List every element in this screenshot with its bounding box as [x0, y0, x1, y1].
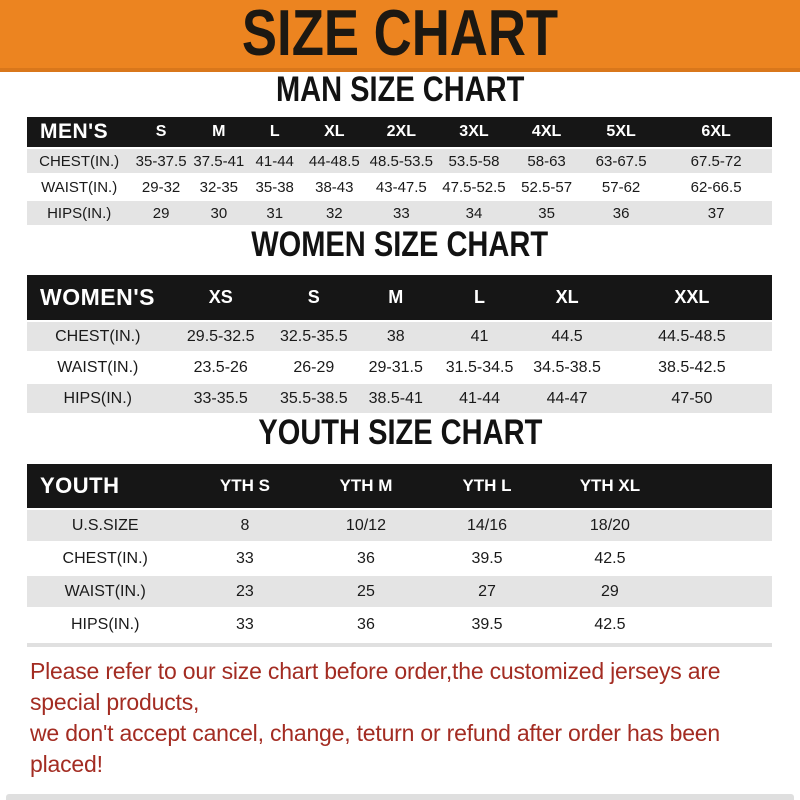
size-table	[27, 115, 772, 227]
refund-policy-line-1: Please refer to our size chart before order,the customized jerseys are special products,	[30, 658, 721, 715]
size-column-header: 5XL	[582, 117, 660, 147]
size-value-cell: 62-66.5	[690, 178, 742, 196]
size-value-cell: 34	[465, 204, 483, 222]
size-value-cell: 10/12	[345, 516, 386, 534]
measure-row-label: HIPS(IN.)	[63, 389, 132, 407]
size-value-cell: 67.5-72	[690, 152, 742, 170]
women-section-heading: WOMEN SIZE CHART	[251, 223, 549, 264]
size-value-cell: 35	[538, 204, 555, 222]
size-column-header: S	[273, 275, 355, 320]
size-column-header: L	[437, 275, 523, 320]
measure-row-label: HIPS(IN.)	[70, 615, 140, 633]
size-value-cell: 47-50	[671, 389, 713, 407]
size-value-cell: 36	[357, 615, 375, 633]
size-table	[27, 462, 772, 642]
measure-row-label: WAIST(IN.)	[57, 358, 139, 376]
table-corner-label: MEN'S	[27, 117, 131, 147]
banner-title: SIZE CHART	[241, 0, 559, 70]
size-value-cell: 35-37.5	[135, 152, 187, 170]
size-column-header: YTH XL	[548, 464, 671, 508]
size-column-header: YTH S	[183, 464, 306, 508]
man-size-section	[0, 68, 800, 227]
size-value-cell: 63-67.5	[595, 152, 647, 170]
size-value-cell: 18/20	[589, 516, 630, 534]
size-value-cell: 25	[357, 582, 375, 600]
women-size-table-container	[27, 273, 772, 415]
youth-table-bottom-strip	[27, 643, 772, 647]
size-value-cell: 36	[357, 549, 375, 567]
size-header-row	[27, 464, 772, 508]
table-corner-label: WOMEN'S	[27, 275, 169, 320]
size-value-cell: 32	[325, 204, 343, 222]
size-value-cell: 48.5-53.5	[369, 152, 434, 170]
size-value-cell: 39.5	[471, 549, 503, 567]
men-size-table-container	[27, 115, 772, 227]
size-value-cell: 27	[478, 582, 496, 600]
size-value-cell: 42.5	[594, 615, 626, 633]
size-value-cell: 32-35	[199, 178, 239, 196]
size-column-header: XL	[303, 117, 366, 147]
size-value-cell: 33	[236, 615, 254, 633]
size-value-cell: 39.5	[471, 615, 503, 633]
header-spacer-cell	[671, 464, 772, 508]
size-value-cell: 33	[392, 204, 410, 222]
size-value-cell: 29-32	[141, 178, 181, 196]
bottom-edge-strip	[6, 794, 794, 800]
size-value-cell: 33-35.5	[193, 389, 248, 407]
table-row	[27, 175, 772, 199]
table-row	[27, 510, 772, 541]
size-value-cell: 44.5-48.5	[658, 327, 726, 345]
size-column-header: YTH M	[306, 464, 425, 508]
table-row	[27, 322, 772, 351]
size-value-cell: 44.5	[551, 327, 583, 345]
row-spacer-cell	[671, 609, 772, 640]
size-column-header: XXL	[612, 275, 772, 320]
size-column-header: M	[191, 117, 247, 147]
table-row	[27, 201, 772, 225]
size-value-cell: 29.5-32.5	[186, 327, 255, 345]
size-column-header: 4XL	[511, 117, 582, 147]
size-column-header: S	[131, 117, 191, 147]
size-value-cell: 38-43	[315, 178, 354, 196]
size-column-header: L	[247, 117, 303, 147]
size-value-cell: 31.5-34.5	[445, 358, 514, 376]
size-value-cell: 58-63	[527, 152, 566, 170]
size-value-cell: 32.5-35.5	[280, 327, 348, 345]
measure-row-label: WAIST(IN.)	[64, 582, 146, 600]
table-row	[27, 353, 772, 382]
size-value-cell: 29	[152, 204, 170, 222]
size-value-cell: 37	[707, 204, 725, 222]
size-value-cell: 29	[601, 582, 619, 600]
size-value-cell: 43-47.5	[375, 178, 427, 196]
size-column-header: M	[355, 275, 437, 320]
size-value-cell: 30	[210, 204, 228, 222]
size-value-cell: 37.5-41	[193, 152, 245, 170]
measure-row-label: CHEST(IN.)	[55, 327, 141, 345]
size-column-header: 6XL	[660, 117, 772, 147]
measure-row-label: U.S.SIZE	[71, 516, 139, 534]
measure-row-label: CHEST(IN.)	[39, 152, 120, 170]
size-value-cell: 29-31.5	[368, 358, 423, 376]
size-value-cell: 41-44	[459, 389, 501, 407]
size-value-cell: 44-47	[546, 389, 588, 407]
measure-row-label: CHEST(IN.)	[62, 549, 148, 567]
size-column-header: YTH L	[426, 464, 549, 508]
size-value-cell: 41	[470, 327, 489, 345]
row-spacer-cell	[671, 576, 772, 607]
size-header-row	[27, 275, 772, 320]
size-chart-banner	[0, 0, 800, 72]
measure-row-label: WAIST(IN.)	[41, 178, 118, 196]
size-column-header: XL	[522, 275, 611, 320]
size-value-cell: 23	[236, 582, 254, 600]
size-value-cell: 38	[386, 327, 405, 345]
size-value-cell: 31	[266, 204, 284, 222]
size-value-cell: 38.5-41	[368, 389, 423, 407]
size-value-cell: 57-62	[601, 178, 641, 196]
women-size-section	[0, 223, 800, 415]
size-value-cell: 47.5-52.5	[442, 178, 506, 196]
table-row	[27, 543, 772, 574]
table-row	[27, 576, 772, 607]
row-spacer-cell	[671, 543, 772, 574]
refund-policy-note	[30, 656, 780, 780]
size-value-cell: 41-44	[255, 152, 294, 170]
refund-policy-line-2: we don't accept cancel, change, teturn or refund after order has been placed!	[30, 720, 720, 777]
youth-section-heading: YOUTH SIZE CHART	[258, 411, 542, 452]
size-value-cell: 8	[240, 516, 250, 534]
size-value-cell: 34.5-38.5	[533, 358, 601, 376]
table-row	[27, 384, 772, 413]
youth-size-table-container	[27, 462, 772, 647]
table-row	[27, 609, 772, 640]
man-section-heading: MAN SIZE CHART	[275, 68, 525, 109]
size-column-header: 2XL	[366, 117, 437, 147]
table-corner-label: YOUTH	[27, 464, 183, 508]
size-value-cell: 42.5	[594, 549, 626, 567]
size-value-cell: 26-29	[293, 358, 335, 376]
size-value-cell: 52.5-57	[521, 178, 573, 196]
size-column-header: XS	[169, 275, 273, 320]
size-value-cell: 53.5-58	[448, 152, 500, 170]
size-value-cell: 36	[612, 204, 630, 222]
row-spacer-cell	[671, 510, 772, 541]
youth-size-section	[0, 411, 800, 647]
measure-row-label: HIPS(IN.)	[47, 204, 112, 222]
size-value-cell: 14/16	[466, 516, 508, 534]
table-row	[27, 149, 772, 173]
size-value-cell: 23.5-26	[193, 358, 248, 376]
size-table	[27, 273, 772, 415]
size-column-header: 3XL	[437, 117, 512, 147]
size-value-cell: 35.5-38.5	[280, 389, 348, 407]
size-value-cell: 38.5-42.5	[658, 358, 726, 376]
size-header-row	[27, 117, 772, 147]
size-value-cell: 35-38	[255, 178, 294, 196]
size-value-cell: 44-48.5	[308, 152, 360, 170]
size-value-cell: 33	[236, 549, 254, 567]
